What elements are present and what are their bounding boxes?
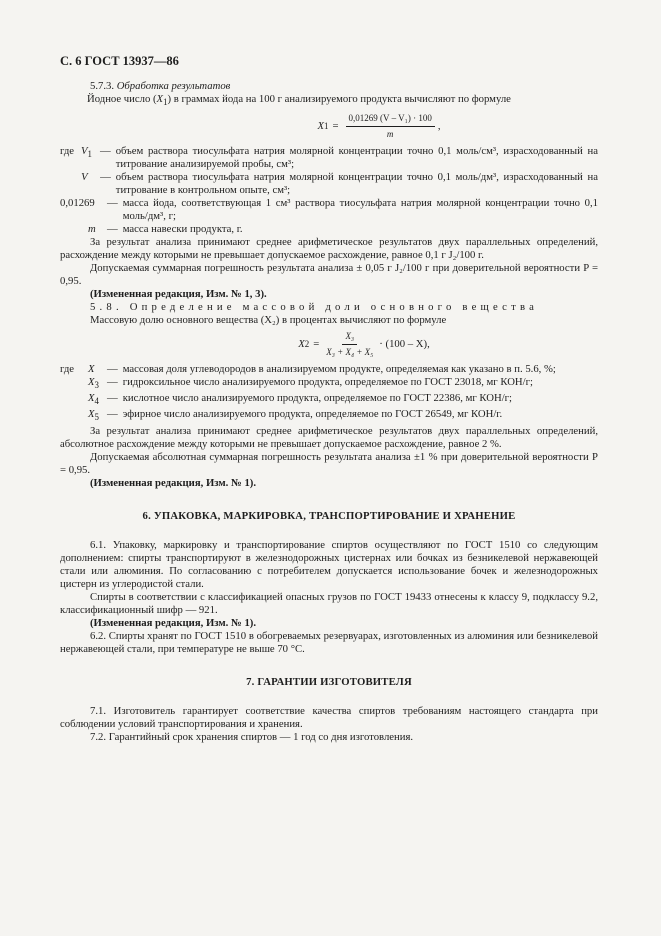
formula1-denominator: m (386, 129, 394, 140)
legend-row (60, 408, 598, 424)
legend-row (60, 197, 598, 223)
formula2-lhs: X (298, 338, 305, 351)
legend-text: масса йода, соответствующая 1 см³ раствора тиосульфата натрия молярной концентрации точно 0,1 моль/дм³, г; (122, 197, 598, 223)
formula1-fraction (346, 112, 435, 141)
s7-p1: 7.1. Изготовитель гарантирует соответствие качества спиртов требованиям настоящего стандарта при соблюдении условий транспортирования и хранения. (60, 704, 598, 730)
legend-row (60, 171, 598, 197)
legend-key-var: V (81, 171, 88, 184)
formula2-lhs-sub: 2 (304, 339, 310, 350)
legend-key (81, 171, 95, 184)
legend-row (60, 145, 598, 171)
formula1-numerator: 0,01269 (V – V₁) · 100 (346, 112, 435, 127)
legend-key-var: X (88, 363, 95, 376)
legend-key (81, 145, 95, 161)
legend-dash: — (100, 145, 111, 158)
running-header: С. 6 ГОСТ 13937—86 (60, 54, 179, 68)
formula2-numerator: X₃ (342, 330, 357, 345)
s58-result: За результат анализа принимают среднее арифметическое результатов двух параллельных определений, абсолютное расхождение между которыми не превышает допускаемое расхождение, равное 2 %. (60, 424, 598, 450)
legend-key-var: m (88, 223, 96, 236)
legend-text: массовая доля углеводородов в анализируемом продукте, определяемая как указано в п. 5.6, %; (122, 363, 556, 376)
formula1-lhs: X (317, 120, 325, 133)
s58-error: Допускаемая абсолютная суммарная погрешность результата анализа ±1 % при доверительной вероятности P = 0,95. (60, 450, 598, 476)
legend-key-var: V (81, 145, 88, 158)
where-word: где (60, 363, 75, 376)
s7-p2: 7.2. Гарантийный срок хранения спиртов — 1 год со дня изготовления. (90, 730, 414, 743)
s573-error: Допускаемая суммарная погрешность результата анализа ± 0,05 г J₂/100 г при доверительной вероятности P = 0,95. (60, 262, 598, 288)
s6-p2: Спирты в соответствии с классификацией опасных грузов по ГОСТ 19433 отнесены к классу 9, подклассу 9.2, классификационный шифр — 921. (60, 590, 598, 616)
s58-heading: 5.8. Определение массовой доли основного вещества (90, 301, 539, 314)
s573-intro-a: Йодное число ( (87, 93, 157, 105)
legend-key (88, 223, 102, 236)
legend-key-sub: 3 (94, 380, 99, 391)
legend-dash: — (107, 197, 118, 210)
legend-text: объем раствора тиосульфата натрия молярной концентрации точно 0,1 моль/дм³, израсходованный на титрование в контрольном опыте, см³; (115, 171, 598, 197)
main-substance-formula (130, 330, 598, 359)
legend-dash: — (100, 171, 111, 184)
legend-dash: — (107, 408, 118, 421)
legend-key (88, 363, 102, 376)
legend-dash: — (107, 223, 118, 236)
legend-key-sub: 4 (94, 396, 99, 407)
formula1-eq: = (332, 120, 339, 133)
legend-row (60, 223, 598, 236)
legend-text: эфирное число анализируемого продукта, определяемое по ГОСТ 26549, мг КОН/г. (122, 408, 503, 421)
formula2-eq: = (313, 338, 320, 351)
s573-intro-sub: 1 (163, 97, 168, 108)
legend-key-var: X (88, 392, 95, 405)
s573-intro-var: X (156, 93, 164, 105)
legend-text: кислотное число анализируемого продукта, определяемое по ГОСТ 22386, мг КОН/г; (122, 392, 513, 405)
legend-key (88, 392, 102, 408)
legend-key-var: X (88, 376, 95, 389)
legend-dash: — (107, 392, 118, 405)
where-word: где (60, 145, 75, 158)
legend-dash: — (107, 363, 118, 376)
s6-edition: (Измененная редакция, Изм. № 1). (90, 616, 257, 629)
page-content (60, 80, 598, 744)
legend-dash: — (107, 376, 118, 389)
legend-key-sub: 5 (94, 412, 99, 423)
legend-key (88, 376, 102, 392)
s573-legend (60, 145, 598, 236)
s6-p1: 6.1. Упаковку, маркировку и транспортирование спиртов осуществляют по ГОСТ 1510 со следующим дополнением: спирты транспортируют в железнодорожных цистернах или бочках из безникелевой нержавеющей стали или алюминия. По согласованию с потребителем допускается использование бочек и железнодорожных цистерн из углеродистой стали. (60, 538, 598, 590)
formula2-fraction (326, 330, 373, 359)
s6-p3: 6.2. Спирты хранят по ГОСТ 1510 в обогреваемых резервуарах, изготовленных из алюминия или безникелевой нержавеющей стали, при температуре не выше 70 °С. (60, 629, 598, 655)
section-6-title: 6. УПАКОВКА, МАРКИРОВКА, ТРАНСПОРТИРОВАНИЕ И ХРАНЕНИЕ (142, 509, 516, 522)
s573-intro (87, 93, 598, 109)
s573-edition: (Измененная редакция, Изм. № 1, 3). (90, 288, 267, 301)
legend-text: гидроксильное число анализируемого продукта, определяемое по ГОСТ 23018, мг КОН/г; (122, 376, 533, 389)
formula1-tail: , (437, 120, 441, 133)
legend-key-sub: 1 (87, 149, 92, 160)
iodine-formula (160, 112, 598, 141)
s573-result: За результат анализа принимают среднее арифметическое результатов двух параллельных определений, расхождение между которыми не превышает допускаемое расхождение, равное 0,1 г J₂/100 г. (60, 236, 598, 262)
legend-key (88, 408, 102, 424)
s58-legend (60, 363, 598, 424)
legend-row (60, 363, 598, 376)
formula2-denominator: X₃ + X₄ + X₅ (326, 347, 374, 358)
s573-heading-num: 5.7.3. (90, 80, 115, 92)
formula1-lhs-sub: 1 (324, 121, 329, 132)
legend-text: масса навески продукта, г. (122, 223, 243, 236)
section-7-title: 7. ГАРАНТИИ ИЗГОТОВИТЕЛЯ (246, 675, 412, 688)
s573-heading (90, 80, 598, 93)
s573-heading-title: Обработка результатов (116, 80, 231, 92)
legend-text: объем раствора тиосульфата натрия молярной концентрации точно 0,1 моль/см³, израсходованный на титрование анализируемой пробы, см³; (115, 145, 598, 171)
legend-row (60, 392, 598, 408)
s573-intro-b: ) в граммах йода на 100 г анализируемого продукта вычисляют по формуле (167, 93, 511, 105)
legend-key-var: X (88, 408, 95, 421)
s58-edition: (Измененная редакция, Изм. № 1). (90, 476, 257, 489)
s58-intro: Массовую долю основного вещества (X₂) в процентах вычисляют по формуле (90, 314, 447, 327)
formula2-tail: · (100 – X), (379, 338, 430, 351)
legend-row (60, 376, 598, 392)
legend-key: 0,01269 (60, 197, 95, 210)
